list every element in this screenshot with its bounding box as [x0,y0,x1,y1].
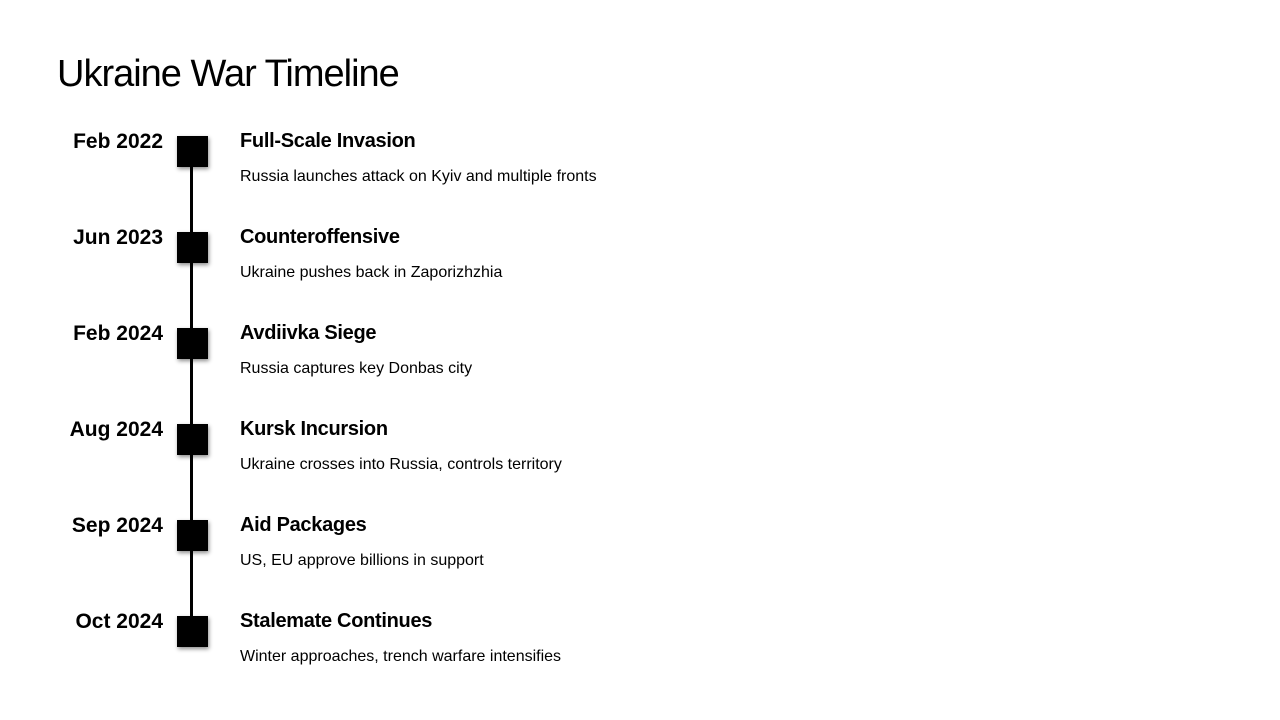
event-date: Aug 2024 [69,418,163,441]
event-title: Avdiivka Siege [240,322,377,344]
event-description: US, EU approve billions in support [240,552,484,569]
timeline-event [0,129,1280,225]
event-marker [177,232,208,263]
timeline-event [0,321,1280,417]
event-date: Jun 2023 [73,226,163,249]
event-title: Stalemate Continues [240,610,433,632]
event-description: Ukraine pushes back in Zaporizhzhia [240,264,503,281]
event-description: Winter approaches, trench warfare intensifies [240,648,562,665]
event-marker [177,136,208,167]
page-title: Ukraine War Timeline [57,53,399,95]
event-title: Kursk Incursion [240,418,388,440]
event-date: Sep 2024 [71,514,163,537]
timeline-event [0,513,1280,609]
event-marker [177,328,208,359]
timeline-event [0,417,1280,513]
event-marker [177,616,208,647]
event-description: Russia launches attack on Kyiv and multiple fronts [240,168,597,185]
timeline-event [0,609,1280,705]
event-date: Feb 2024 [73,322,163,345]
event-title: Counteroffensive [240,226,400,248]
event-date: Oct 2024 [75,610,163,633]
event-title: Aid Packages [240,514,367,536]
event-title: Full-Scale Invasion [240,130,416,152]
event-description: Ukraine crosses into Russia, controls territory [240,456,562,473]
timeline-event [0,225,1280,321]
event-date: Feb 2022 [73,130,163,153]
event-marker [177,520,208,551]
event-marker [177,424,208,455]
event-description: Russia captures key Donbas city [240,360,473,377]
